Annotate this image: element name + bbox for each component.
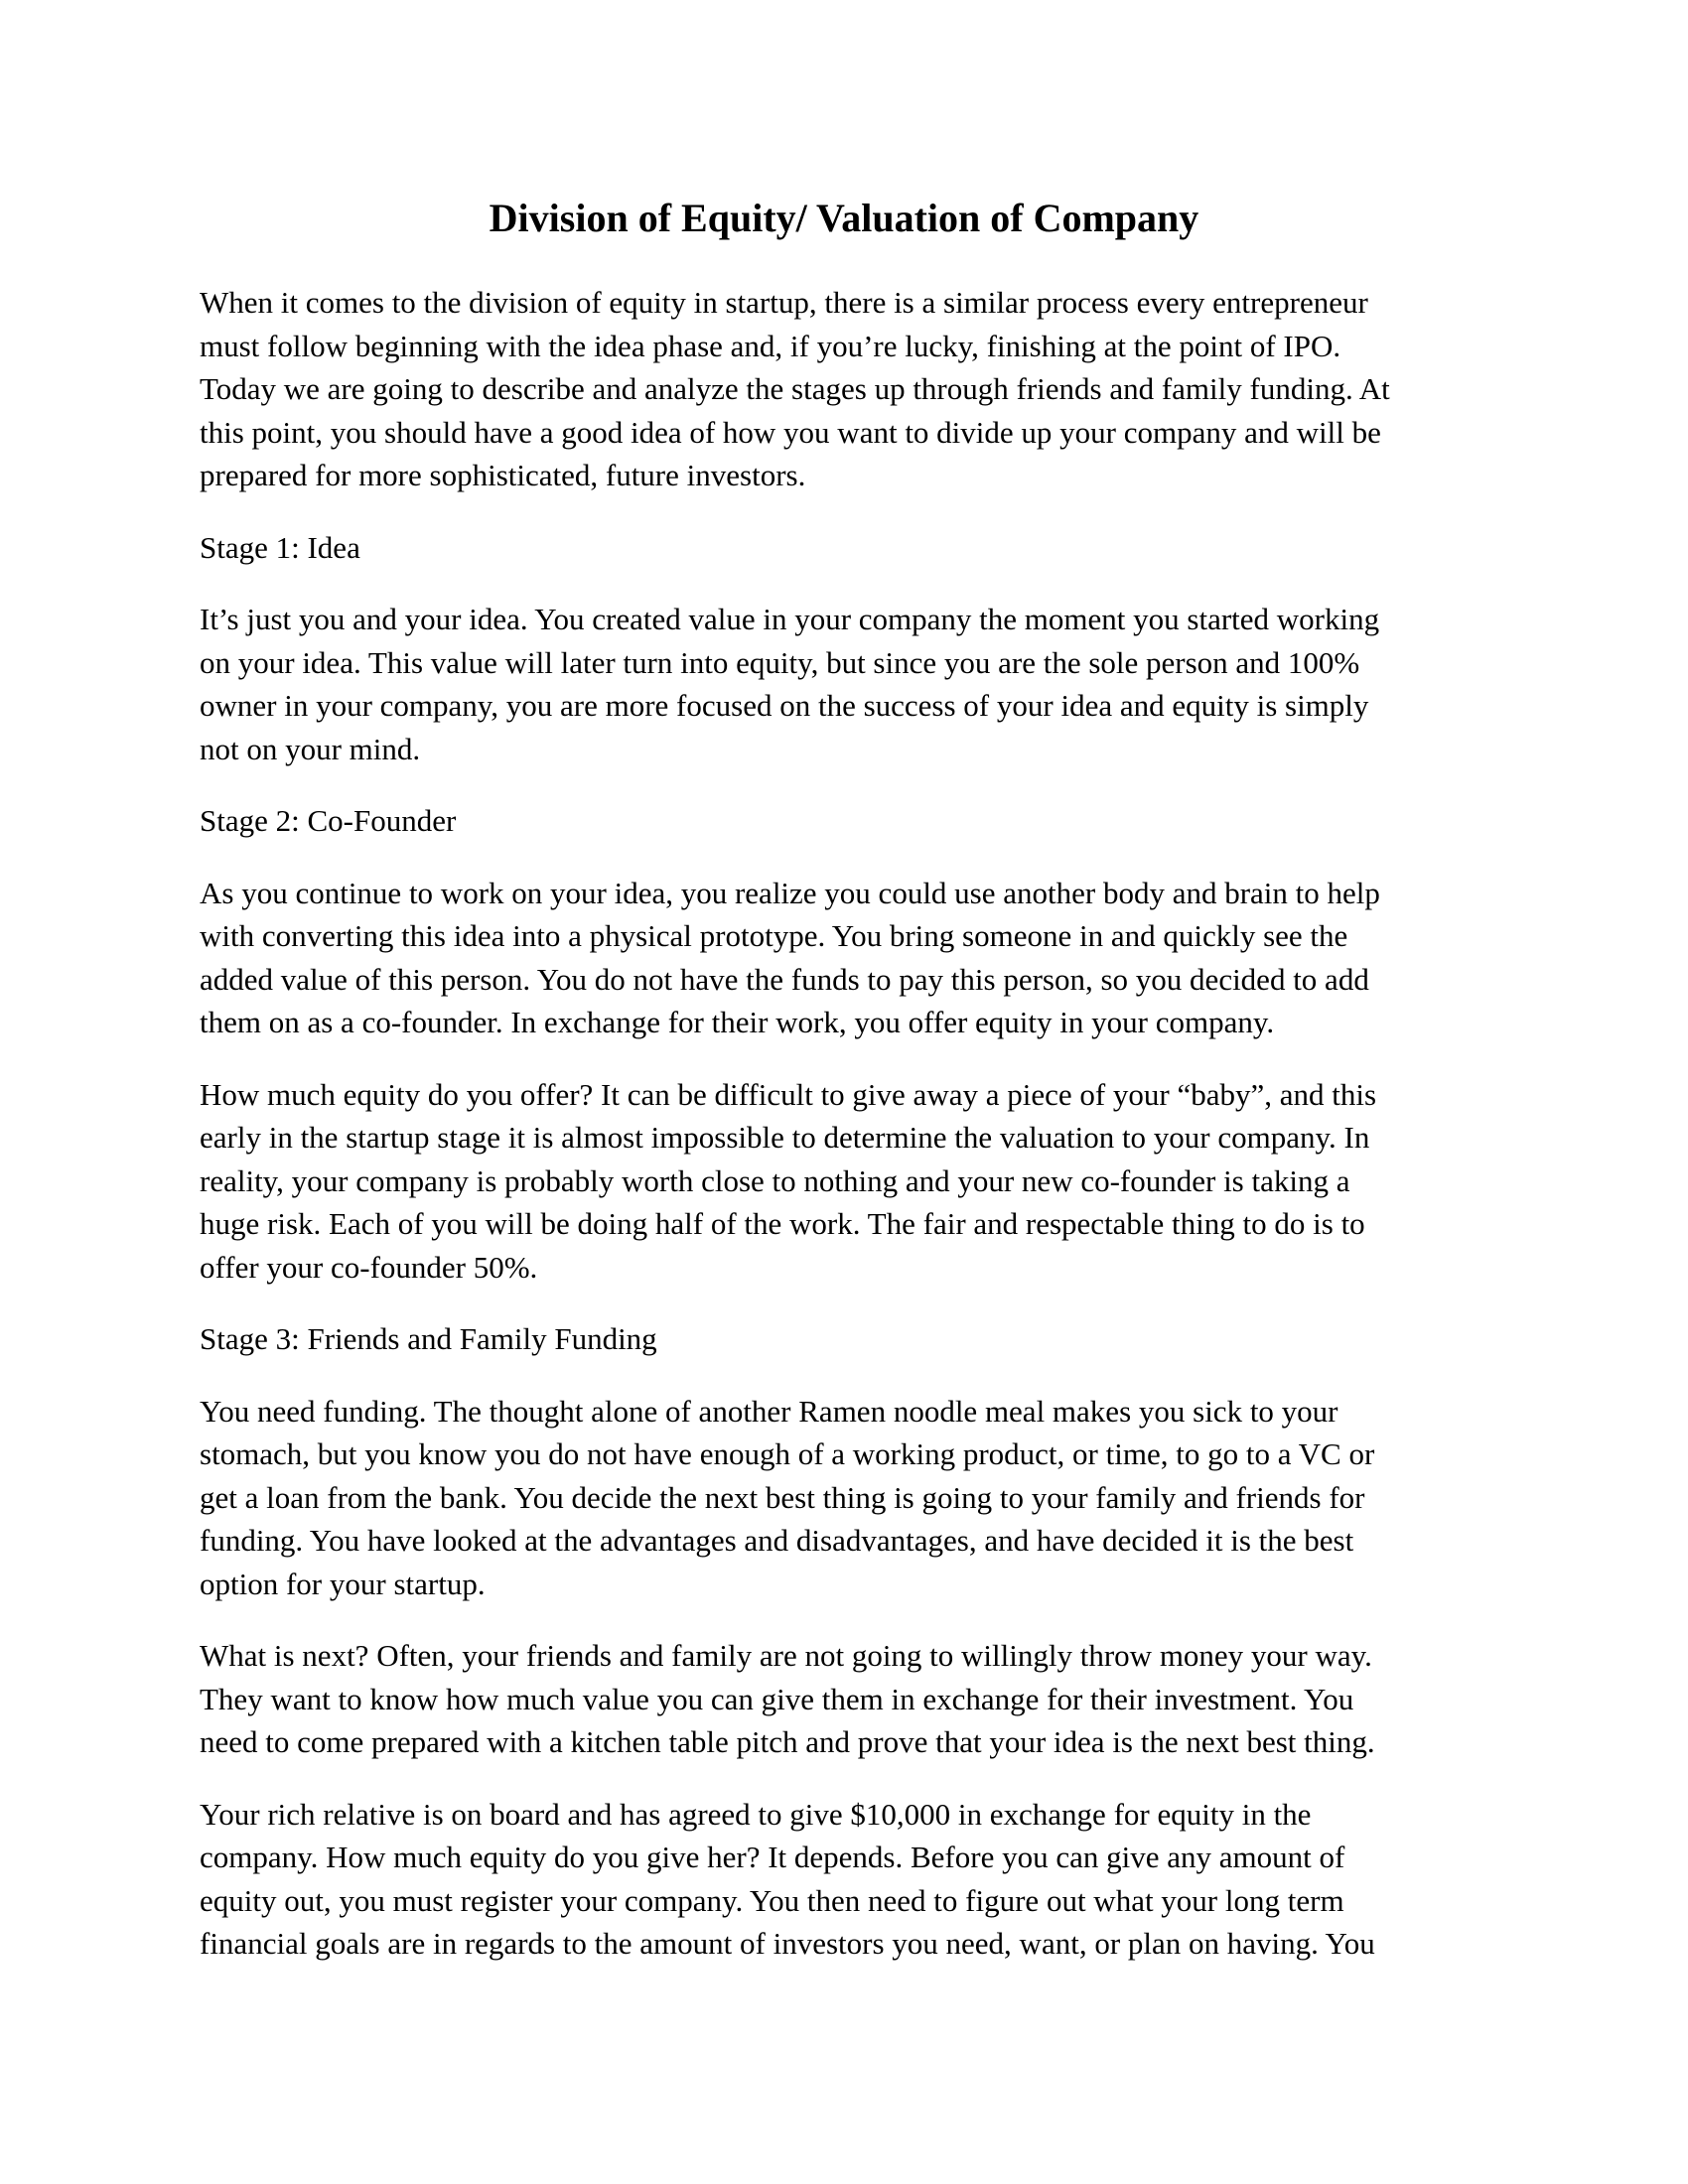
text-line: need to come prepared with a kitchen table pitch and prove that your idea is the next best thing. <box>200 1724 1375 1759</box>
section-heading <box>200 799 1490 843</box>
document-body <box>200 281 1490 1994</box>
text-line: not on your mind. <box>200 731 421 766</box>
text-line: When it comes to the division of equity in startup, there is a similar process every entrepreneur <box>200 285 1368 320</box>
text-line: Stage 2: Co-Founder <box>200 803 457 838</box>
text-line: prepared for more sophisticated, future investors. <box>200 458 806 492</box>
text-line: They want to know how much value you can give them in exchange for their investment. You <box>200 1681 1354 1716</box>
text-line: It’s just you and your idea. You created value in your company the moment you started working <box>200 602 1380 636</box>
text-line: Stage 3: Friends and Family Funding <box>200 1321 657 1356</box>
text-line: them on as a co-founder. In exchange for their work, you offer equity in your company. <box>200 1005 1275 1039</box>
text-line: You need funding. The thought alone of another Ramen noodle meal makes you sick to your <box>200 1393 1338 1429</box>
text-line: stomach, but you know you do not have enough of a working product, or time, to go to a VC or <box>200 1436 1375 1471</box>
text-line: on your idea. This value will later turn into equity, but since you are the sole person and 100% <box>200 644 1360 680</box>
text-line: reality, your company is probably worth close to nothing and your new co-founder is taking a <box>200 1162 1350 1198</box>
document-title: Division of Equity/ Valuation of Company <box>489 196 1199 240</box>
text-line: option for your startup. <box>200 1566 486 1601</box>
paragraph <box>200 1634 1490 1764</box>
text-line: must follow beginning with the idea phase and, if you’re lucky, finishing at the point of IPO. <box>200 328 1341 363</box>
paragraph <box>200 281 1490 497</box>
text-line: What is next? Often, your friends and family are not going to willingly throw money your way. <box>200 1638 1372 1673</box>
paragraph <box>200 598 1490 770</box>
text-line: get a loan from the bank. You decide the next best thing is going to your family and friends for <box>200 1479 1365 1515</box>
text-line: with converting this idea into a physical prototype. You bring someone in and quickly see the <box>200 918 1348 953</box>
text-line: financial goals are in regards to the amount of investors you need, want, or plan on having. You <box>200 1926 1375 1961</box>
paragraph <box>200 1390 1490 1606</box>
text-line: How much equity do you offer? It can be difficult to give away a piece of your “baby”, and this <box>200 1076 1377 1112</box>
text-line: Your rich relative is on board and has agreed to give $10,000 in exchange for equity in the <box>200 1796 1312 1832</box>
text-line: added value of this person. You do not have the funds to pay this person, so you decided to add <box>200 961 1369 997</box>
text-line: Today we are going to describe and analyze the stages up through friends and family funding. At <box>200 371 1390 406</box>
paragraph <box>200 872 1490 1044</box>
text-line: funding. You have looked at the advantages and disadvantages, and have decided it is the best <box>200 1523 1354 1558</box>
paragraph <box>200 1073 1490 1290</box>
text-line: offer your co-founder 50%. <box>200 1249 538 1285</box>
text-line: owner in your company, you are more focused on the success of your idea and equity is simply <box>200 688 1369 723</box>
section-heading <box>200 526 1490 570</box>
text-line: early in the startup stage it is almost impossible to determine the valuation to your company. In <box>200 1120 1370 1155</box>
text-line: equity out, you must register your company. You then need to figure out what your long term <box>200 1882 1344 1918</box>
text-line: company. How much equity do you give her? It depends. Before you can give any amount of <box>200 1840 1345 1874</box>
text-line: this point, you should have a good idea of how you want to divide up your company and will be <box>200 414 1381 450</box>
paragraph <box>200 1793 1490 1966</box>
text-line: As you continue to work on your idea, you realize you could use another body and brain to help <box>200 875 1380 910</box>
text-line: Stage 1: Idea <box>200 529 360 565</box>
section-heading <box>200 1317 1490 1361</box>
text-line: huge risk. Each of you will be doing half of the work. The fair and respectable thing to do is to <box>200 1206 1365 1241</box>
